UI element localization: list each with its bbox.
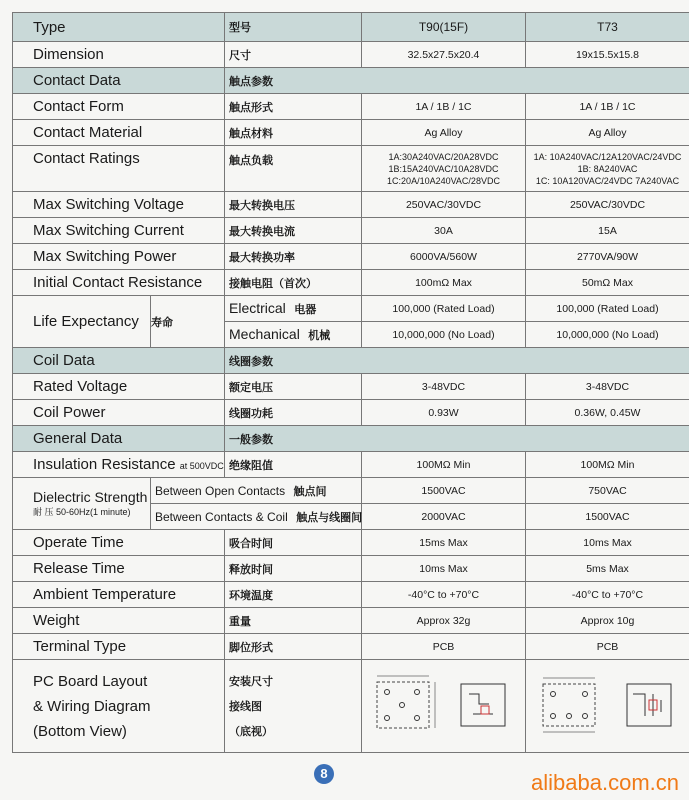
rating-1b: 1B:15A240VAC/10A28VDC (388, 163, 499, 174)
value-t90: -40°C to +70°C (362, 582, 526, 608)
value-t73: PCB (526, 634, 689, 660)
type-cn-label: 型号 (225, 13, 362, 42)
row-label: Coil Power (13, 400, 225, 426)
value-t73: 100,000 (Rated Load) (526, 296, 689, 322)
rating-1a: 1A:30A240VAC/20A28VDC (388, 151, 499, 162)
t73-layout-drawing (533, 670, 683, 740)
row-pcb-layout (13, 660, 689, 753)
pcb-label-cn-line2: 接线图 (229, 699, 262, 713)
row-max-switching-current (13, 218, 689, 244)
row-label: Life Expectancy (33, 313, 139, 330)
pin-hole (550, 713, 555, 718)
footprint-outline (377, 682, 429, 728)
row-insulation-resistance (13, 452, 689, 478)
t90-pcb-diagram (362, 660, 526, 753)
pcb-label-cn-cell (225, 660, 362, 753)
mechanical-cell (225, 322, 362, 348)
pcb-label-line3: (Bottom View) (33, 722, 127, 740)
row-label-cn: 最大转换电压 (225, 192, 362, 218)
section-coil-data (13, 348, 689, 374)
contacts-coil-cell (151, 504, 362, 530)
row-label: Contact Form (13, 94, 225, 120)
value-t73: 100MΩ Min (526, 452, 689, 478)
value-t73: 50mΩ Max (526, 270, 689, 296)
page-footer (0, 768, 689, 800)
pin-hole (384, 715, 389, 720)
value-t90: 30A (362, 218, 526, 244)
open-contacts-label-cn: 触点间 (293, 484, 327, 498)
value-t90: 15ms Max (362, 530, 526, 556)
row-label: Initial Contact Resistance (13, 270, 225, 296)
row-label: Ambient Temperature (13, 582, 225, 608)
value-t73: 750VAC (526, 478, 689, 504)
row-label-cn: 触点负载 (225, 146, 362, 192)
row-max-switching-power (13, 244, 689, 270)
spec-table (12, 12, 689, 753)
row-label-cn: 触点形式 (225, 94, 362, 120)
row-label: Max Switching Current (13, 218, 225, 244)
row-label-cn: 寿命 (151, 296, 225, 348)
value-t73: 10,000,000 (No Load) (526, 322, 689, 348)
row-label-cn: 最大转换电流 (225, 218, 362, 244)
pcb-label-cn-line3: （底视） (229, 724, 273, 738)
value-t73: Ag Alloy (526, 120, 689, 146)
value-t90: 100MΩ Min (362, 452, 526, 478)
value-t73: 10ms Max (526, 530, 689, 556)
value-t90: Approx 32g (362, 608, 526, 634)
footprint-outline (543, 684, 595, 726)
value-t73: 2770VA/90W (526, 244, 689, 270)
value-t90: 1500VAC (362, 478, 526, 504)
pin-hole (414, 689, 419, 694)
value-t90: 1A / 1B / 1C (362, 94, 526, 120)
pcb-label-cn-line1: 安装尺寸 (229, 674, 273, 688)
value-t73: Approx 10g (526, 608, 689, 634)
dielectric-label-cell (13, 478, 151, 530)
rating-1c: 1C: 10A120VAC/24VDC 7A240VAC (535, 175, 680, 186)
row-terminal-type (13, 634, 689, 660)
row-label: Release Time (13, 556, 225, 582)
row-label-note: 耐 压 50-60Hz(1 minute) (33, 507, 131, 517)
section-title: Contact Data (13, 68, 225, 94)
t90-layout-drawing (369, 670, 519, 740)
row-label-cell (13, 452, 225, 478)
value-t90: 3-48VDC (362, 374, 526, 400)
row-label: Contact Ratings (13, 146, 225, 192)
row-label: Insulation Resistance (33, 456, 176, 473)
value-t73: 3-48VDC (526, 374, 689, 400)
contacts-coil-label: Between Contacts & Coil (155, 509, 288, 524)
row-label-cn: 尺寸 (225, 42, 362, 68)
value-t73: -40°C to +70°C (526, 582, 689, 608)
section-title: General Data (13, 426, 225, 452)
pcb-label-line2: & Wiring Diagram (33, 697, 151, 715)
rating-1c: 1C:20A/10A240VAC/28VDC (387, 175, 500, 186)
row-label-cn: 吸合时间 (225, 530, 362, 556)
electrical-cell (225, 296, 362, 322)
pcb-label-line1: PC Board Layout (33, 672, 148, 690)
row-coil-power (13, 400, 689, 426)
section-general-data (13, 426, 689, 452)
open-contacts-cell (151, 478, 362, 504)
contacts-coil-label-cn: 触点与线圈间 (296, 510, 363, 524)
value-t90: PCB (362, 634, 526, 660)
value-t73: 1500VAC (526, 504, 689, 530)
row-rated-voltage (13, 374, 689, 400)
row-label: Contact Material (13, 120, 225, 146)
row-operate-time (13, 530, 689, 556)
row-label-cn: 重量 (225, 608, 362, 634)
row-label: Operate Time (13, 530, 225, 556)
watermark: alibaba.com.cn (531, 770, 679, 795)
row-life-electrical (13, 296, 689, 322)
type-label: Type (13, 13, 225, 42)
value-t90: Ag Alloy (362, 120, 526, 146)
pin-hole (582, 713, 587, 718)
spec-sheet (12, 12, 689, 753)
pin-hole (550, 691, 555, 696)
row-label-cn: 线圈功耗 (225, 400, 362, 426)
row-initial-contact-resistance (13, 270, 689, 296)
value-t73: 1A / 1B / 1C (526, 94, 689, 120)
pin-hole (399, 702, 404, 707)
row-contact-ratings (13, 146, 689, 192)
row-label-cn: 释放时间 (225, 556, 362, 582)
row-dimension (13, 42, 689, 68)
mechanical-label: Mechanical (229, 325, 300, 342)
pin-hole (384, 689, 389, 694)
row-ambient-temperature (13, 582, 689, 608)
open-contacts-label: Between Open Contacts (155, 483, 286, 498)
wiring-box (461, 684, 505, 726)
row-label: Max Switching Power (13, 244, 225, 270)
electrical-label: Electrical (229, 299, 286, 316)
col-t73: T73 (526, 13, 689, 42)
mechanical-label-cn: 机械 (308, 328, 331, 342)
row-contact-material (13, 120, 689, 146)
life-label-cell (13, 296, 151, 348)
value-t90: 6000VA/560W (362, 244, 526, 270)
section-title-cn: 线圈参数 (225, 348, 689, 374)
value-t90: 100,000 (Rated Load) (362, 296, 526, 322)
row-label-cn: 触点材料 (225, 120, 362, 146)
section-title-cn: 一般参数 (225, 426, 689, 452)
value-t73: 250VAC/30VDC (526, 192, 689, 218)
value-t73 (526, 146, 689, 192)
row-label-cn: 接触电阻（首次） (225, 270, 362, 296)
pcb-label-cell (13, 660, 225, 753)
electrical-label-cn: 电器 (294, 302, 317, 316)
value-t90: 2000VAC (362, 504, 526, 530)
row-label: Max Switching Voltage (13, 192, 225, 218)
row-label: Weight (13, 608, 225, 634)
row-dielectric-open (13, 478, 689, 504)
row-label: Dimension (13, 42, 225, 68)
value-t73: 0.36W, 0.45W (526, 400, 689, 426)
row-weight (13, 608, 689, 634)
row-label-cn: 环境温度 (225, 582, 362, 608)
row-release-time (13, 556, 689, 582)
row-label-cn: 最大转换功率 (225, 244, 362, 270)
rating-1a: 1A: 10A240VAC/12A120VAC/24VDC (533, 151, 682, 162)
pin-hole (566, 713, 571, 718)
row-label: Terminal Type (13, 634, 225, 660)
value-t73: 5ms Max (526, 556, 689, 582)
pin-hole (414, 715, 419, 720)
row-label: Rated Voltage (13, 374, 225, 400)
value-t73: 15A (526, 218, 689, 244)
section-title: Coil Data (13, 348, 225, 374)
row-label-cn: 绝缘阻值 (225, 452, 362, 478)
row-label-cn: 额定电压 (225, 374, 362, 400)
row-label-cn: 脚位形式 (225, 634, 362, 660)
value-t73: 19x15.5x15.8 (526, 42, 689, 68)
value-t90: 10,000,000 (No Load) (362, 322, 526, 348)
col-t90: T90(15F) (362, 13, 526, 42)
value-t90 (362, 146, 526, 192)
header-row (13, 13, 689, 42)
value-t90: 0.93W (362, 400, 526, 426)
section-title-cn: 触点参数 (225, 68, 689, 94)
value-t90: 250VAC/30VDC (362, 192, 526, 218)
value-t90: 100mΩ Max (362, 270, 526, 296)
rating-1b: 1B: 8A240VAC (577, 163, 638, 174)
row-max-switching-voltage (13, 192, 689, 218)
value-t90: 10ms Max (362, 556, 526, 582)
row-label: Dielectric Strength (33, 489, 148, 505)
row-contact-form (13, 94, 689, 120)
t73-pcb-diagram (526, 660, 689, 753)
pin-hole (582, 691, 587, 696)
page-number-badge: 8 (314, 764, 334, 784)
value-t90: 32.5x27.5x20.4 (362, 42, 526, 68)
section-contact-data (13, 68, 689, 94)
row-label-note: at 500VDC (179, 461, 224, 471)
coil-symbol (481, 706, 489, 714)
